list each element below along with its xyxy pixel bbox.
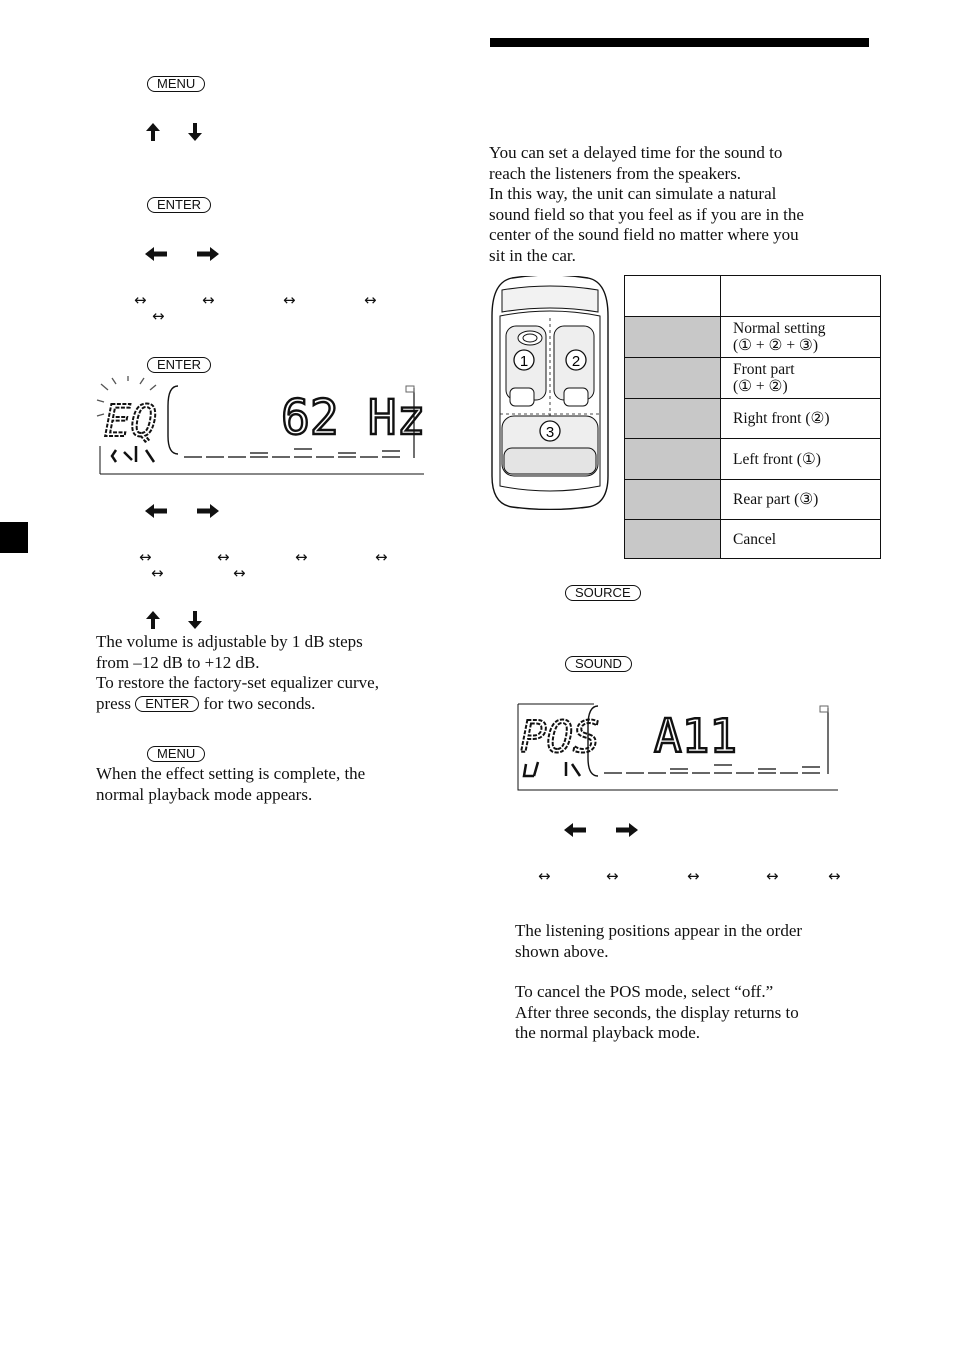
cycle-arrow-icon: ↔ xyxy=(283,291,296,309)
cycle-arrow-icon: ↔ xyxy=(217,548,230,566)
text-line: After three seconds, the display returns to xyxy=(515,1002,799,1022)
table-row xyxy=(625,480,881,520)
text-line: In this way, the unit can simulate a natural xyxy=(489,184,777,203)
text-line: You can set a delayed time for the sound to xyxy=(489,143,783,162)
table-row xyxy=(625,358,881,399)
lcd-label: EQ xyxy=(104,396,157,447)
text-line: the normal playback mode. xyxy=(515,1023,701,1042)
section-header-bar xyxy=(490,38,869,47)
cycle-arrow-icon: ↔ xyxy=(233,564,246,582)
cycle-arrow-icon: ↔ xyxy=(364,291,377,309)
table-cell-shaded xyxy=(625,317,721,358)
table-cell-shaded xyxy=(625,480,721,520)
table-row xyxy=(625,399,881,439)
text-line: The listening positions appear in the order xyxy=(515,921,803,940)
lcd-value: 62 Hz xyxy=(281,390,426,446)
text-line: To restore the factory-set equalizer curve, xyxy=(96,673,379,692)
cancel-paragraph xyxy=(515,982,875,1044)
row-text: (① + ②) xyxy=(733,378,788,395)
cycle-arrow-icon: ↔ xyxy=(139,548,152,566)
listening-position-table xyxy=(624,275,881,559)
text-line: sound field so that you feel as if you are in the xyxy=(489,204,804,224)
order-paragraph xyxy=(515,921,875,962)
cycle-arrow-icon: ↔ xyxy=(606,867,619,885)
eq-lcd-display xyxy=(96,376,426,476)
text-line: shown above. xyxy=(515,941,609,961)
row-text: (① + ② + ③) xyxy=(733,337,818,354)
text-line: sit in the car. xyxy=(489,245,576,265)
table-cell-shaded xyxy=(625,399,721,439)
car-top-view-illustration xyxy=(490,276,610,510)
text-line: To cancel the POS mode, select “off.” xyxy=(515,982,774,1001)
table-row xyxy=(625,520,881,559)
cycle-arrow-icon: ↔ xyxy=(202,291,215,309)
right-arrow-icon xyxy=(616,823,638,837)
source-button-label: SOURCE xyxy=(565,585,641,601)
down-arrow-icon xyxy=(187,123,203,141)
complete-paragraph xyxy=(96,764,446,805)
table-header-cell xyxy=(721,276,881,317)
cycle-arrow-icon: ↔ xyxy=(538,867,551,885)
menu-button-label: MENU xyxy=(147,746,205,762)
lcd-value: A11 xyxy=(654,709,738,763)
seat-label-2: 2 xyxy=(571,353,581,370)
seat-label-1: 1 xyxy=(519,353,529,370)
table-row xyxy=(625,439,881,480)
table-cell xyxy=(721,480,881,520)
lcd-label: POS xyxy=(520,712,600,763)
intro-paragraph xyxy=(489,143,869,266)
row-text: Normal setting xyxy=(733,320,826,337)
text-line: from –12 dB to +12 dB. xyxy=(96,652,260,672)
up-arrow-icon xyxy=(145,611,161,629)
table-row xyxy=(625,317,881,358)
press-suffix-text: for two seconds. xyxy=(203,693,316,713)
text-line: reach the listeners from the speakers. xyxy=(489,163,742,183)
left-arrow-icon xyxy=(145,247,167,261)
cycle-arrow-icon: ↔ xyxy=(687,867,700,885)
text-line xyxy=(96,694,446,715)
row-text: Cancel xyxy=(733,530,777,548)
cycle-arrow-icon: ↔ xyxy=(375,548,388,566)
row-text: Left front (①) xyxy=(733,450,821,468)
menu-button-label: MENU xyxy=(147,76,205,92)
text-line: normal playback mode appears. xyxy=(96,784,313,804)
table-cell xyxy=(721,358,881,399)
section-tab xyxy=(0,522,28,553)
seat-label-3: 3 xyxy=(545,424,555,441)
cycle-arrow-icon: ↔ xyxy=(151,564,164,582)
row-text: Rear part (③) xyxy=(733,491,819,508)
table-cell-shaded xyxy=(625,358,721,399)
text-line: center of the sound field no matter where you xyxy=(489,225,799,244)
down-arrow-icon xyxy=(187,611,203,629)
table-cell-shaded xyxy=(625,520,721,559)
left-arrow-icon xyxy=(564,823,586,837)
table-cell xyxy=(721,520,881,559)
cycle-arrow-icon: ↔ xyxy=(295,548,308,566)
table-header-cell xyxy=(625,276,721,317)
pos-lcd-display xyxy=(514,702,840,794)
cycle-arrow-icon: ↔ xyxy=(134,291,147,309)
enter-button-label: ENTER xyxy=(147,357,211,373)
enter-button-label: ENTER xyxy=(135,696,199,712)
text-line: When the effect setting is complete, the xyxy=(96,764,366,783)
table-cell xyxy=(721,399,881,439)
right-arrow-icon xyxy=(197,504,219,518)
enter-button-label: ENTER xyxy=(147,197,211,213)
cycle-arrow-icon: ↔ xyxy=(828,867,841,885)
press-text: press xyxy=(96,693,131,713)
table-header-row xyxy=(625,276,881,317)
text-line: The volume is adjustable by 1 dB steps xyxy=(96,632,363,651)
row-text: Front part xyxy=(733,361,795,378)
right-arrow-icon xyxy=(197,247,219,261)
table-cell xyxy=(721,317,881,358)
row-text: Right front (②) xyxy=(733,410,830,427)
volume-paragraph xyxy=(96,632,446,714)
table-cell xyxy=(721,439,881,480)
table-cell-shaded xyxy=(625,439,721,480)
cycle-arrow-icon: ↔ xyxy=(152,307,165,325)
cycle-arrow-icon: ↔ xyxy=(766,867,779,885)
left-arrow-icon xyxy=(145,504,167,518)
sound-button-label: SOUND xyxy=(565,656,632,672)
up-arrow-icon xyxy=(145,123,161,141)
